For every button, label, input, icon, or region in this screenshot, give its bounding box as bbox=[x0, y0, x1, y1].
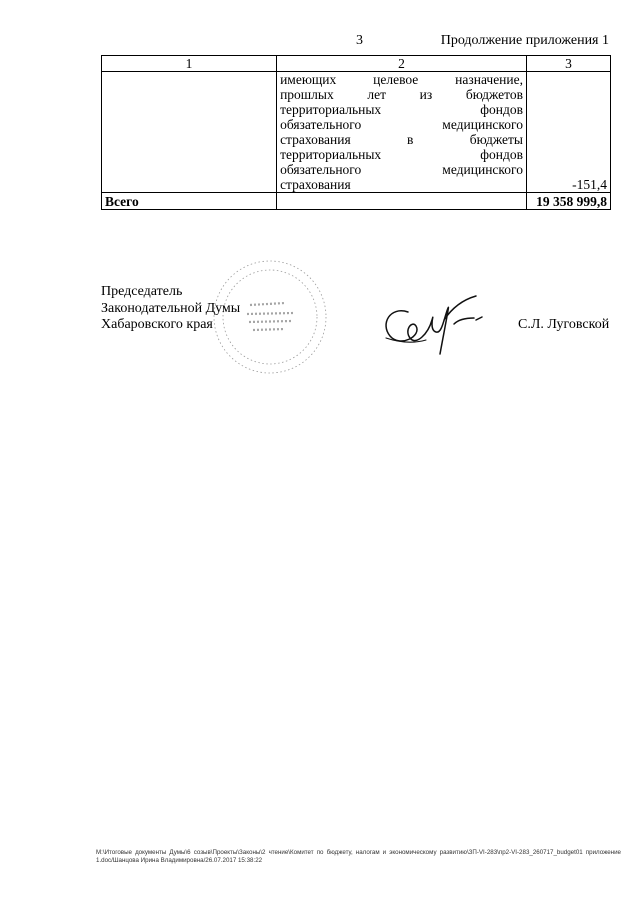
signer-title-line: Хабаровского края bbox=[101, 317, 213, 332]
description-line: обязательного медицинского bbox=[280, 162, 523, 177]
column-header-3: 3 bbox=[527, 56, 611, 72]
description-line: территориальных фондов bbox=[280, 147, 523, 162]
total-amount: 19 358 999,8 bbox=[527, 193, 611, 210]
page-number: 3 bbox=[356, 33, 363, 48]
description-line: обязательного медицинского bbox=[280, 117, 523, 132]
total-empty-cell bbox=[277, 193, 527, 210]
row-description-cell bbox=[277, 72, 527, 193]
row-code-cell bbox=[102, 72, 277, 193]
description-line: страхования bbox=[280, 177, 351, 192]
signer-name: С.Л. Луговской bbox=[518, 317, 610, 332]
signer-title bbox=[101, 284, 240, 334]
total-row bbox=[102, 193, 611, 210]
table-header-row bbox=[102, 56, 611, 72]
budget-table bbox=[101, 55, 611, 210]
description-line: имеющих целевое назначение, bbox=[280, 72, 523, 87]
signer-title-line: Председатель bbox=[101, 284, 183, 299]
signer-title-line: Законодательной Думы bbox=[101, 300, 241, 316]
document-path-footer: M:\Итоговые документы Думы\6 созыв\Проекты\Законы\2 чтение\Комитет по бюджету, налогам и экономическому развитию\ЗП-VI-283\пр2-VI-283_260717_budget01 приложение 1.doc/Шанцова Ирина Владимировна/26.07.2017 15:38:22 bbox=[96, 849, 621, 864]
continuation-label: Продолжение приложения 1 bbox=[440, 33, 609, 48]
column-header-2: 2 bbox=[277, 56, 527, 72]
row-amount: -151,4 bbox=[527, 72, 611, 193]
description-line: страхования в бюджеты bbox=[280, 132, 523, 147]
handwritten-signature bbox=[378, 290, 490, 358]
description-line: территориальных фондов bbox=[280, 102, 523, 117]
total-label: Всего bbox=[102, 193, 277, 210]
description-line: прошлых лет из бюджетов bbox=[280, 87, 523, 102]
table-row bbox=[102, 72, 611, 193]
column-header-1: 1 bbox=[102, 56, 277, 72]
